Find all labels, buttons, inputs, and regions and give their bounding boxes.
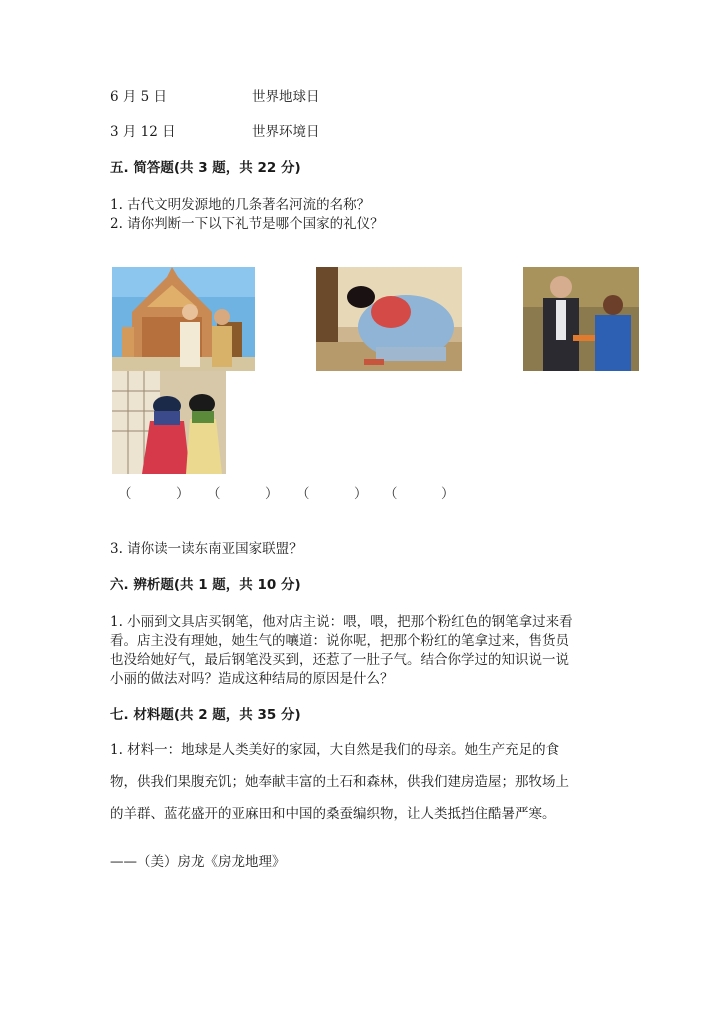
- japanese-bow-photo: [316, 267, 462, 371]
- question-7-1-line-1: 1. 材料一：地球是人类美好的家园，大自然是我们的母亲。她生产充足的食: [110, 742, 560, 758]
- answer-blank-2-open: （: [207, 486, 221, 502]
- section-7-title: 七. 材料题(共 2 题，共 35 分): [110, 707, 301, 723]
- answer-blank-4-close: ）: [441, 486, 455, 502]
- question-5-1: 1. 古代文明发源地的几条著名河流的名称？: [110, 197, 371, 213]
- thai-greeting-photo: [112, 267, 255, 371]
- tilak-greeting-photo: [523, 267, 639, 371]
- question-6-1-line-4: 小丽的做法对吗？造成这种结局的原因是什么？: [110, 671, 394, 687]
- material-source: ——（美）房龙《房龙地理》: [110, 854, 286, 870]
- section-6-title: 六. 辨析题(共 1 题，共 10 分): [110, 577, 301, 593]
- match-date-2: 3 月 12 日: [110, 124, 176, 140]
- answer-blank-3-open: （: [296, 486, 310, 502]
- match-event-2: 世界环境日: [252, 124, 320, 140]
- korean-bow-photo: [112, 371, 226, 474]
- answer-blank-3-close: ）: [354, 486, 368, 502]
- answer-blank-4-open: （: [384, 486, 398, 502]
- question-5-3: 3. 请你读一读东南亚国家联盟？: [110, 541, 303, 557]
- answer-blank-2-close: ）: [265, 486, 279, 502]
- question-6-1-line-2: 看。店主没有理她，她生气的嚷道：说你呢，把那个粉红的笔拿过来，售货员: [110, 633, 569, 649]
- question-6-1-line-3: 也没给她好气，最后钢笔没买到，还惹了一肚子气。结合你学过的知识说一说: [110, 652, 569, 668]
- section-5-title: 五. 简答题(共 3 题，共 22 分): [110, 160, 301, 176]
- question-7-1-line-3: 的羊群、蓝花盛开的亚麻田和中国的桑蚕编织物，让人类抵挡住酷暑严寒。: [110, 806, 556, 822]
- question-7-1-line-2: 物，供我们果腹充饥；她奉献丰富的土石和森林，供我们建房造屋；那牧场上: [110, 774, 569, 790]
- match-date-1: 6 月 5 日: [110, 89, 168, 105]
- match-event-1: 世界地球日: [252, 89, 320, 105]
- question-6-1-line-1: 1. 小丽到文具店买钢笔，他对店主说：喂，喂，把那个粉红色的钢笔拿过来看: [110, 614, 573, 630]
- answer-blank-1-open: （: [118, 486, 132, 502]
- question-5-2: 2. 请你判断一下以下礼节是哪个国家的礼仪？: [110, 216, 384, 232]
- answer-blank-1-close: ）: [176, 486, 190, 502]
